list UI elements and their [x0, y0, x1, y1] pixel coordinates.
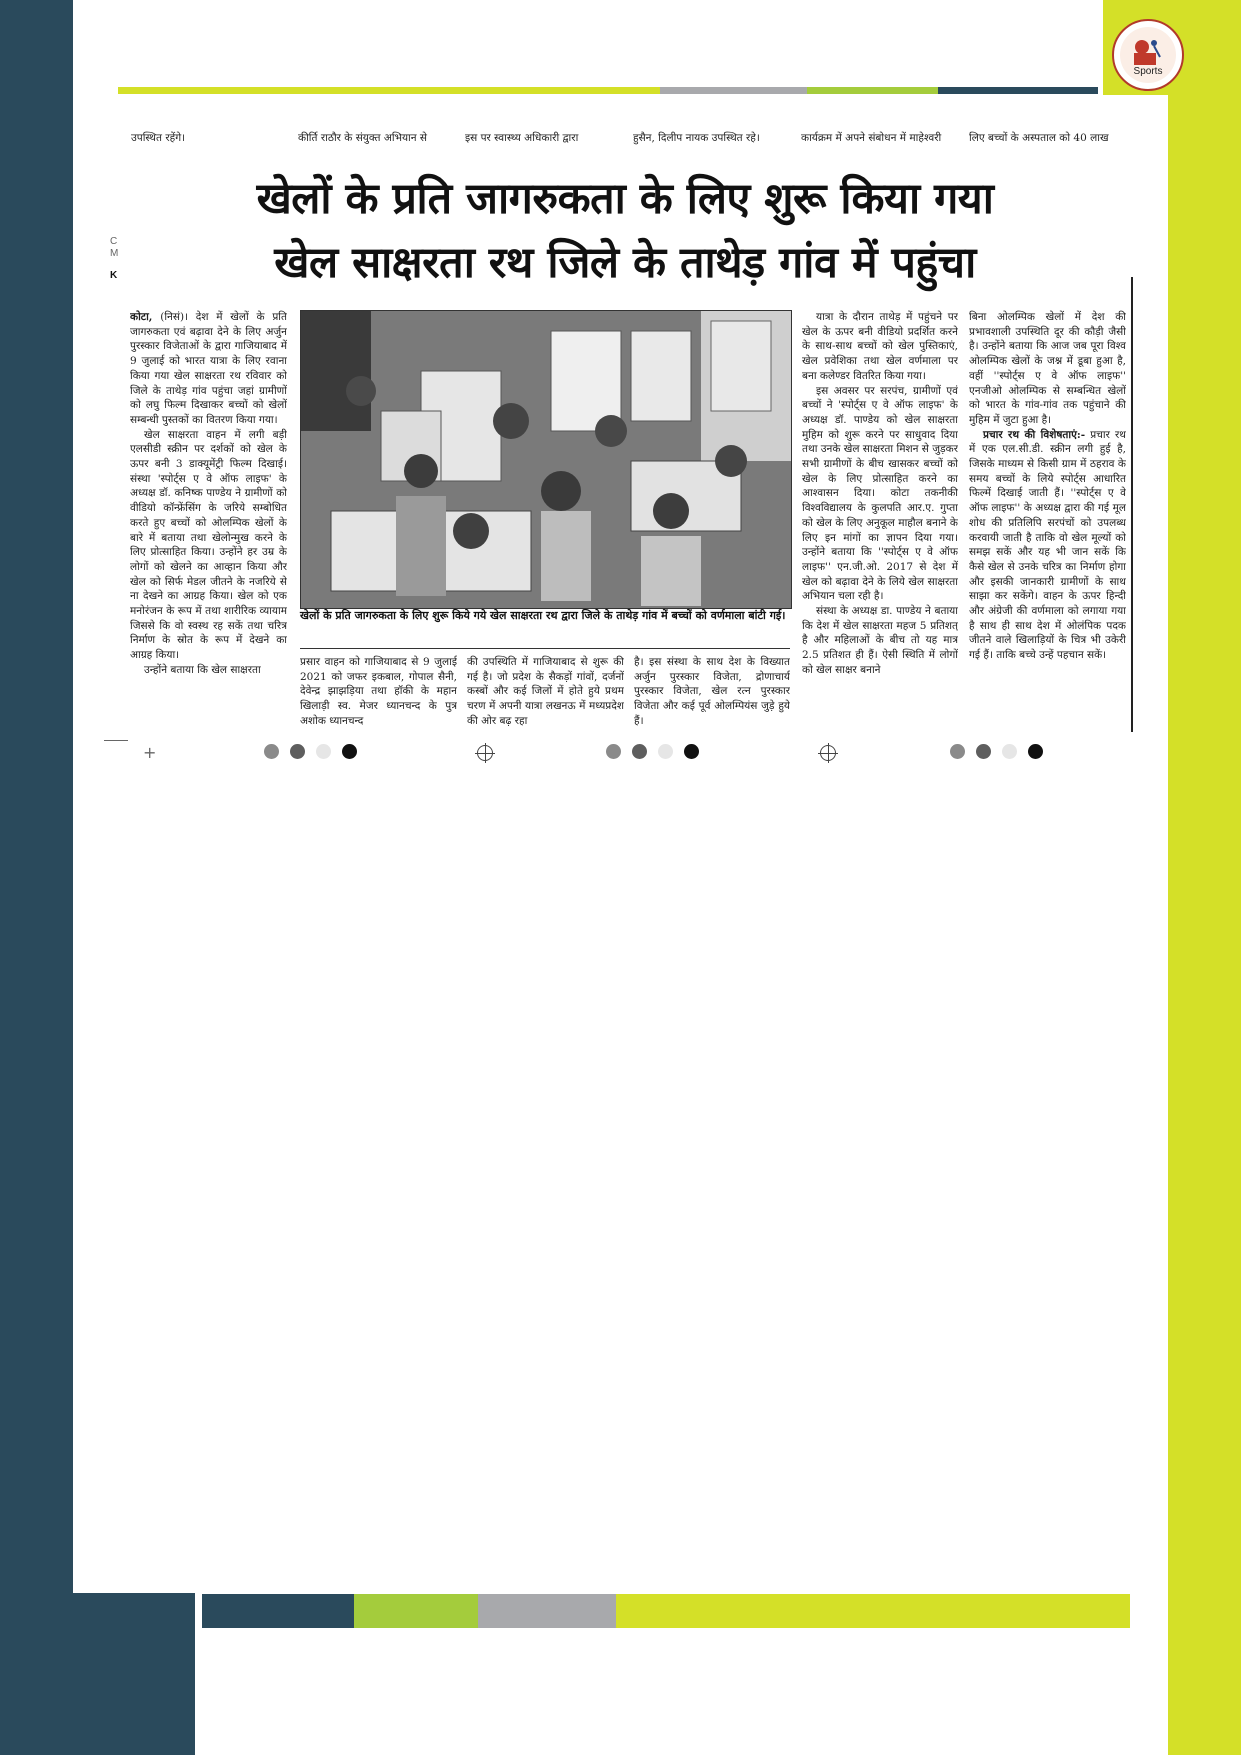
header-fragment: कीर्ति राठौर के संयुक्त अभियान से	[298, 132, 428, 144]
color-dot	[290, 744, 305, 759]
logo-text: Sports	[1133, 66, 1163, 77]
header-fragment: हुसैन, दिलीप नायक उपस्थित रहे।	[633, 132, 760, 144]
paragraph: है। इस संस्था के साथ देश के विख्यात अर्जुन पुरस्कार विजेता, द्रोणाचार्य पुरस्कार विजेता, खेल रत्न पुरस्कार विजेता और कई पूर्व ओलम्पियंस जुड़े हुये हैं।	[634, 656, 790, 727]
children-with-charts-photo	[301, 311, 791, 608]
header-fragment: कार्यक्रम में अपने संबोधन में माहेश्वरी	[801, 132, 942, 144]
paragraph: (निसं)। देश में खेलों के प्रति जागरुकता एवं बढ़ावा देने के लिए अर्जुन पुरस्कार विजेताओं के द्वारा गाजियाबाद में 9 जुलाई को भारत यात्रा के लिए रवाना किया गया खेल साक्षरता रथ रविवार को जिले के ताथेड़ गांव पहुंचा जहां ग्रामीणों को लघु फिल्म दिखाकर बच्चों को खेलों सम्बन्धी पुस्तकों का वितरण किया गया।	[130, 311, 287, 426]
paragraph: इस अवसर पर सरपंच, ग्रामीणों एवं बच्चों ने 'स्पोर्ट्स ए वे ऑफ लाइफ' के अध्यक्ष डॉ. पाण्डेय को खेल साक्षरता मुहिम को शुरू करने पर साधुवाद दिया तथा उनके खेल साक्षरता मिशन से जुड़कर सभी ग्रामीणों के बीच खासकर बच्चों को खेल के लिए प्रोत्साहित करने का आश्वासन दिया। कोटा तकनीकी विश्वविद्यालय के कुलपति आर.ए. गुप्ता को खेल के लिए अनुकूल माहौल बनाने के लिए इन मांगों का ज्ञापन दिया गया। उन्होंने बताया कि ''स्पोर्ट्स ए वे ऑफ लाइफ'' एन.जी.ओ. 2017 से देश में खेल को बढ़ावा देने के लिये खेल साक्षरता अभियान चला रही है।	[802, 384, 958, 603]
paragraph: प्रचार रथ में एक एल.सी.डी. स्क्रीन लगी हुई है, जिसके माध्यम से किसी ग्राम में ठहराव के समय बच्चों के लिये स्पोर्ट्स आधारित फिल्में दिखाई जाती हैं। ''स्पोर्ट्स ए वे ऑफ लाइफ'' के अध्यक्ष द्वारा की गई मूल शोध की प्रतिलिपि सरपंचों को उपलब्ध करवायी जाती है ताकि वो खेल मूल्यों को समझ सकें और यह भी जान सकें कि कैसे खेल से उनके चरित्र का निर्माण होगा और इसकी जानकारी ग्रामीणों के साथ साझा कर सकेंगे। वाहन के ऊपर हिन्दी और अंग्रेजी की वर्णमाला को लगाया गया है साथ ही साथ देश में ओलंपिक पदक जीतने वाले खिलाड़ियों के चित्र भी उकेरी गई हैं। ताकि बच्चे उन्हें पहचान सकें।	[969, 428, 1126, 662]
top-stripe-lime	[118, 87, 660, 94]
bottom-stripe-green	[354, 1594, 478, 1628]
dateline: कोटा,	[130, 311, 153, 323]
paragraph: प्रसार वाहन को गाजियाबाद से 9 जुलाई 2021 को जफर इकबाल, गोपाल सैनी, देवेन्द्र झाझड़िया तथा हॉकी के महान खिलाड़ी स्व. मेजर ध्यानचन्द के पुत्र अशोक ध्यानचन्द	[300, 656, 457, 727]
top-stripe-grey	[660, 87, 807, 94]
caption-rule	[300, 648, 790, 649]
color-dot	[606, 744, 621, 759]
article-column-4	[802, 310, 958, 730]
color-dot	[1002, 744, 1017, 759]
color-dot	[950, 744, 965, 759]
header-fragment: लिए बच्चों के अस्पताल को 40 लाख	[969, 132, 1109, 144]
article-column-1	[130, 310, 287, 720]
photo-caption: खेलों के प्रति जागरुकता के लिए शुरू किये गये खेल साक्षरता रथ द्वारा जिले के ताथेड़ गांव में बच्चों को वर्णमाला बांटी गई।	[300, 609, 786, 622]
column-divider	[1131, 277, 1133, 732]
subheading: प्रचार रथ की विशेषताएं:-	[983, 428, 1086, 441]
cmk-mark: C	[110, 236, 118, 247]
registration-mark-icon	[477, 745, 493, 761]
header-fragment: इस पर स्वास्थ्य अधिकारी द्वारा	[465, 132, 579, 144]
bottom-stripe-grey	[478, 1594, 616, 1628]
paragraph: की उपस्थिति में गाजियाबाद से शुरू की गई है। जो प्रदेश के सैकड़ों गांवों, दर्जनों कस्बों और कई जिलों में होते हुये प्रथम चरण में अपनी यात्रा लखनऊ में मध्यप्रदेश की ओर बढ़ रहा	[467, 656, 624, 727]
right-lime-bar	[1168, 0, 1241, 1755]
registration-mark-icon	[820, 745, 836, 761]
article-column-2	[300, 655, 457, 728]
article-column-5	[969, 310, 1126, 730]
cmk-mark: K	[110, 270, 118, 281]
article-column-3b	[634, 655, 790, 728]
top-stripe-green	[807, 87, 938, 94]
paragraph: यात्रा के दौरान ताथेड़ में पहुंचने पर खेल के ऊपर बनी वीडियो प्रदर्शित करने के साथ-साथ बच्चों को खेल पुस्तिकाएं, खेल प्रवेशिका तथा खेल वर्णमाला पर बना कलेण्डर वितरित किया गया।	[802, 311, 958, 382]
paragraph: खेल साक्षरता वाहन में लगी बड़ी एलसीडी स्क्रीन पर दर्शकों को खेल के ऊपर बनी 3 डाक्यूमेंट्री फिल्म दिखाई। संस्था 'स्पोर्ट्स ए वे ऑफ लाइफ' के अध्यक्ष डॉ. कनिष्क पाण्डेय ने ग्रामीणों को वीडियो कॉन्फ्रेंसिंग के जरिये सम्बोधित करते हुए बच्चों को ओलम्पिक खेलों के बारे में बताया तथा खेलोन्मुख करने के लिए प्रोत्साहित किया। उन्होंने हर उम्र के लोगों को खेलने का आव्हान किया और खेल को सिर्फ मेडल जीतने के नजरिये से ना देखने का आग्रह किया। खेल को एक मनोरंजन के रूप में तथा शारीरिक व्यायाम जिससे कि वो स्वस्थ रह सकें तथा चरित्र निर्माण के स्रोत के रूप में देखने का आग्रह किया।	[130, 428, 287, 662]
sports-logo-icon	[1114, 21, 1182, 89]
bottom-left-navy-block	[0, 1593, 195, 1755]
top-stripe-navy	[938, 87, 1098, 94]
crop-plus-icon: +	[143, 743, 157, 762]
color-dot	[264, 744, 279, 759]
left-navy-bar	[0, 0, 73, 1755]
bottom-stripe-lime	[616, 1594, 1130, 1628]
color-dot	[316, 744, 331, 759]
color-dot	[342, 744, 357, 759]
crop-mark	[104, 740, 128, 741]
article-column-3	[467, 655, 624, 728]
color-dot	[1028, 744, 1043, 759]
sports-logo	[1112, 19, 1184, 91]
bottom-stripe-navy	[202, 1594, 354, 1628]
color-dot	[684, 744, 699, 759]
color-dot	[632, 744, 647, 759]
paragraph: बिना ओलम्पिक खेलों में देश की प्रभावशाली उपस्थिति दूर की कौड़ी जैसी है। उन्होंने बताया कि आज जब पूरा विश्व ओलम्पिक खेलों के जश्न में डूबा हुआ है, वहीं ''स्पोर्ट्स ए वे ऑफ लाइफ'' एनजीओ ओलम्पिक से सम्बन्धित खेलों को भारत के गांव-गांव तक पहुंचाने की मुहिम में जुटा हुआ है।	[969, 311, 1126, 426]
headline-line-1: खेलों के प्रति जागरुकता के लिए शुरू किया गया	[256, 174, 994, 224]
header-fragment: उपस्थित रहेंगे।	[131, 132, 186, 144]
paragraph: उन्होंने बताया कि खेल साक्षरता	[144, 663, 261, 676]
color-dot	[976, 744, 991, 759]
color-dot	[658, 744, 673, 759]
headline-line-2: खेल साक्षरता रथ जिले के ताथेड़ गांव में पहुंचा	[274, 238, 976, 288]
news-photo	[300, 310, 792, 609]
cmk-mark: M	[110, 248, 119, 259]
paragraph: संस्था के अध्यक्ष डा. पाण्डेय ने बताया कि देश में खेल साक्षरता महज 5 प्रतिशत् है और महिलाओं के बीच तो यह मात्र 2.5 प्रतिशत ही हैं। ऐसी स्थिति में लोगों को खेल साक्षर बनाने	[802, 605, 958, 676]
